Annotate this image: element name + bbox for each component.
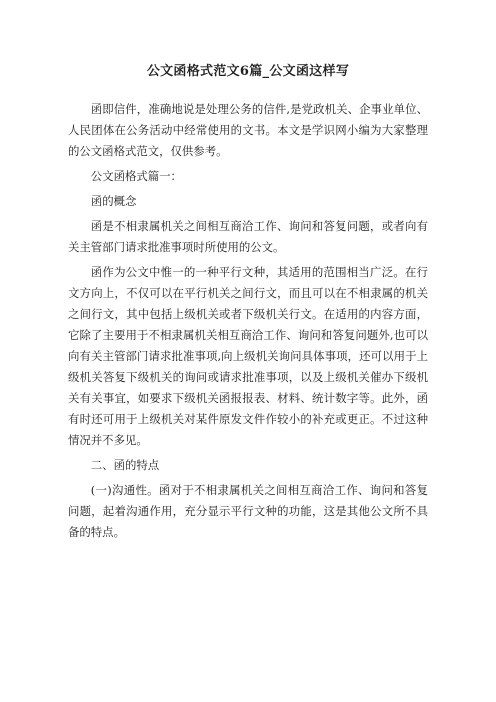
paragraph-feature-communication: (一)沟通性。函对于不相隶属机关之间相互商洽工作、询问和答复问题，起着沟通作用，充分显示平行文种的功能，这是其他公文所不具备的特点。 (68, 483, 428, 539)
document-title: 公文函格式范文6篇_公文函这样写 (146, 64, 350, 79)
paragraph-section-label: 公文函格式篇一： (90, 169, 182, 183)
paragraph-concept-scope: 函作为公文中惟一的一种平行文种，其适用的范围相当广泛。在行文方向上，不仅可以在平行机关之间行文，而且可以在不相隶属的机关之间行文，其中包括上级机关或者下级机关行文。在适用的内容方面，它除了主要用于不相隶属机关相互商洽工作、询问和答复问题外,也可以向有关主管部门请求批准事项,向上级机关询问具体事项，还可以用于上级机关答复下级机关的询问或请求批准事项，以及上级机关催办下级机关有关事宜，如要求下级机关函报报表、材料、统计数字等。此外，函有时还可用于上级机关对某件原发文件作较小的补充或更正。不过这种情况并不多见。 (68, 265, 428, 447)
paragraph-concept-definition: 函是不相隶属机关之间相互商洽工作、询问和答复问题，或者向有关主管部门请求批准事项时所使用的公文。 (68, 219, 428, 254)
paragraph-concept-heading: 函的概念 (90, 194, 137, 208)
paragraph-intro: 函即信件，准确地说是处理公务的信件,是党政机关、企事业单位、人民团体在公务活动中经常使用的文书。本文是学识网小编为大家整理的公文函格式范文，仅供参考。 (68, 102, 428, 158)
paragraph-features-heading: 二、函的特点 (90, 458, 160, 472)
